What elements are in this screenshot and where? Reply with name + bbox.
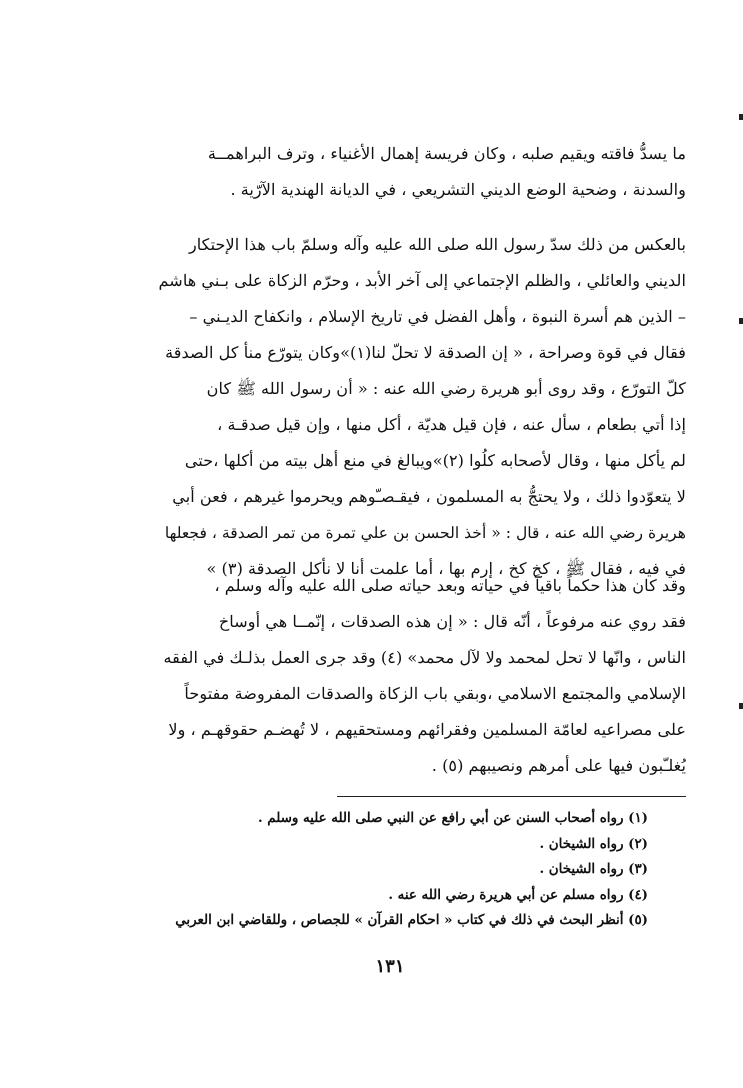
text-line: فقال في قوة وصراحة ، « إن الصدقة لا تحلّ لنا(١)»وكان يتورّع منأ كل الصدقة bbox=[165, 343, 686, 362]
text-line: في فيه ، فقال ﷺ ، كخ كخ ، إرم بها ، أما علمت أنا لا نأكل الصدقة (٣) » bbox=[206, 559, 686, 578]
text-line: والسدنة ، وضحية الوضع الديني التشريعي ، في الديانة الهندية الآرّية . bbox=[230, 180, 686, 199]
page-number: ١٣١ bbox=[375, 956, 405, 977]
footnote-4: (٤) رواه مسلم عن أبي هريرة رضي الله عنه . bbox=[388, 886, 648, 903]
footnote-2: (٢) رواه الشيخان . bbox=[539, 835, 648, 852]
footnotes bbox=[158, 806, 648, 934]
scan-edge-mark bbox=[739, 318, 743, 324]
text-line: لا يتعوّدوا ذلك ، ولا يحتجُّ به المسلمون ، فيقـصـّوهم ويحرموا غيرهم ، فعن أبي bbox=[172, 487, 686, 506]
text-line: ما يسدُّ فاقته ويقيم صلبه ، وكان فريسة إهمال الأغنياء ، وترف البراهمــة bbox=[207, 144, 686, 163]
text-line: الديني والعائلي ، والظلم الإجتماعي إلى آخر الأبد ، وحرّم الزكاة على بـني هاشم bbox=[158, 271, 686, 290]
footnote-1: (١) رواه أصحاب السنن عن أبي رافع عن النبي صلى الله عليه وسلم . bbox=[257, 810, 648, 826]
paragraph-3 bbox=[158, 568, 686, 784]
footnote-3: (٣) رواه الشيخان . bbox=[539, 861, 648, 877]
paragraph-2 bbox=[158, 227, 686, 587]
paragraph-1 bbox=[158, 136, 686, 208]
text-line: كلّ التورّع ، وقد روى أبو هريرة رضي الله عنه : « أن رسول الله ﷺ كان bbox=[206, 379, 686, 398]
text-line: بالعكس من ذلك سدّ رسول الله صلى الله عليه وآله وسلمّ باب هذا الإحتكار bbox=[188, 235, 686, 254]
text-line: الإسلامي والمجتمع الاسلامي ،وبقي باب الزكاة والصدقات المفروضة مفتوحاً bbox=[184, 684, 686, 703]
text-line: وقد كان هذا حكماً باقياً في حياته وبعد حياته صلى الله عليه وآله وسلم ، bbox=[214, 576, 686, 595]
scan-edge-mark bbox=[739, 703, 743, 709]
scan-edge-mark bbox=[739, 114, 743, 120]
text-line: الناس ، وانّها لا تحل لمحمد ولا لآل محمد» (٤) وقد جرى العمل بذلـك في الفقه bbox=[163, 648, 686, 667]
text-line: على مصراعيه لعامّة المسلمين وفقرائهم ومستحقيهم ، لا تُهضـم حقوقهـم ، ولا bbox=[168, 720, 686, 739]
text-line: يُغلـّبون فيها على أمرهم ونصيبهم (٥) . bbox=[431, 756, 686, 775]
text-line: – الذين هم أسرة النبوة ، وأهل الفضل في تاريخ الإسلام ، وانكفاح الديـني – bbox=[189, 307, 686, 326]
text-line: لم يأكل منها ، وقال لأصحابه كلُوا (٢)»ويبالغ في منع أهل بيته من أكلها ،حتى bbox=[184, 451, 686, 470]
text-line: إذا أتي بطعام ، سأل عنه ، فإن قيل هديّة ، أكل منها ، وإن قيل صدقـة ، bbox=[217, 415, 686, 434]
text-line: هريرة رضي الله عنه ، قال : « أخذ الحسن بن علي تمرة من تمر الصدقة ، فجعلها bbox=[164, 524, 686, 542]
footnote-divider bbox=[337, 796, 686, 797]
footnote-5: (٥) أنظر البحث في ذلك في كتاب « احكام القرآن » للجصاص ، وللقاضي ابن العربي bbox=[175, 912, 648, 928]
text-line: فقد روي عنه مرفوعاً ، أنّه قال : « إن هذه الصدقات ، إنّمــا هي أوساخ bbox=[218, 612, 686, 631]
